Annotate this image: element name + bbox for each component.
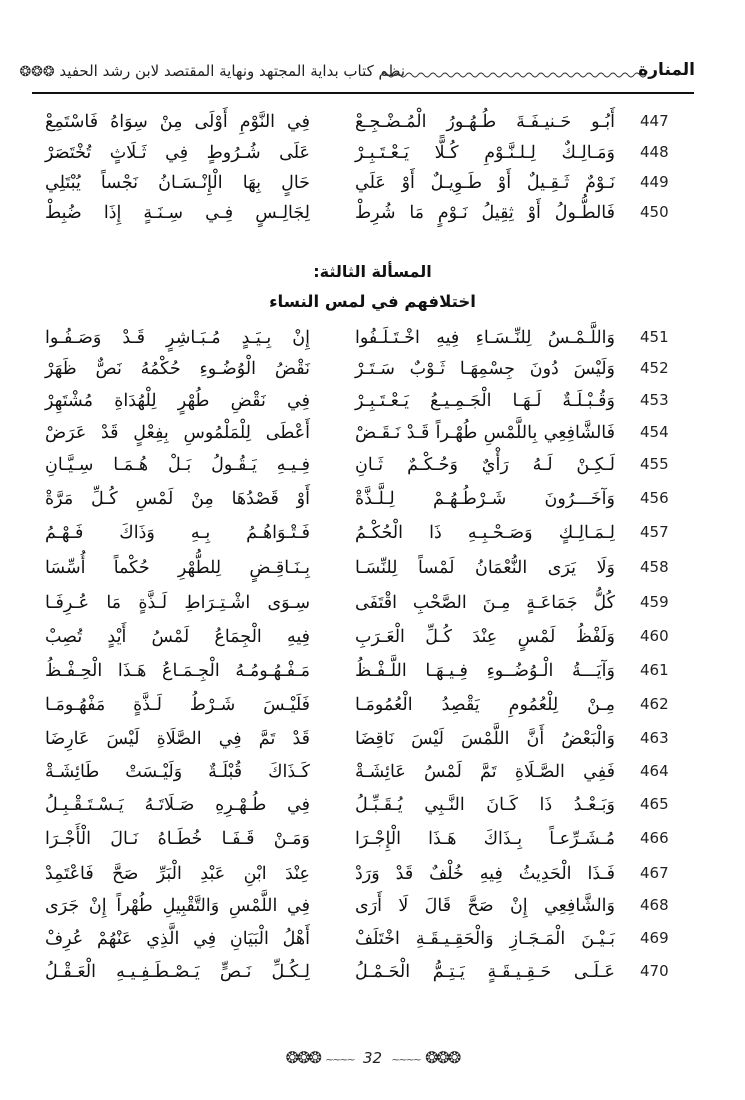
verse-number: 462 bbox=[640, 695, 669, 713]
footer-squiggle-right: ~~~~ bbox=[391, 1053, 421, 1066]
verse-first-hemistich: مُـشَـرِّعـاً بِـذَاكَ هَـذَا الْإِجْـرَا bbox=[355, 829, 615, 849]
verse-first-hemistich: وَلَفْظُ لَمْسٍ عِنْدَ كُـلِّ الْعَـرَبِ bbox=[355, 627, 615, 647]
verse-first-hemistich: وَبَـعْـدُ ذَا كَـانَ النَّـبِي يُـقَـبِّـلُ bbox=[355, 795, 615, 815]
footer-ornament-left: ❂❂❂ bbox=[285, 1048, 320, 1067]
verse-first-hemistich: كُلُّ جَمَاعَـةٍ مِـنَ الصَّحْبِ اقْتَفَى bbox=[355, 593, 615, 613]
verse-number: 447 bbox=[640, 112, 669, 130]
verse-second-hemistich: فَلَيْـسَ شَـرْطُ لَـذَّةٍ مَفْهُـومَـا bbox=[45, 695, 310, 715]
verse-second-hemistich: سِـوَى اشْـتِـرَاطِ لَـذَّةٍ مَا عُـرِفَـا bbox=[45, 593, 310, 613]
verse-second-hemistich: فِي اللَّمْسِ وَالتَّقْبِيلِ طُهْراً إِنْ جَرَى bbox=[45, 896, 310, 916]
verse-second-hemistich: لِـكُـلِّ نَـصٍّ يَـصْـطَـفِـيـهِ الْعَـقْـلُ bbox=[45, 962, 310, 982]
verse-number: 470 bbox=[640, 962, 669, 980]
verse-first-hemistich: وَآخَـــرُونَ شَـرْطُـهُـمْ لِـلَّـذَّةْ bbox=[355, 489, 615, 509]
header-rule bbox=[32, 92, 694, 94]
verse-first-hemistich: فَالطُّـولُ أَوْ ثِقِيلُ نَـوْمٍ مَا شُرِطْ bbox=[355, 203, 615, 223]
verse-first-hemistich: وَاللَّـمْـسُ لِلنِّـسَـاءِ فِيهِ اخْـتَـلَـفُوا bbox=[355, 328, 615, 348]
verse-first-hemistich: وَقُـبْـلَـةٌ لَـهَـا الْجَـمِـيـعُ يَـعْـتَـبِـرْ bbox=[355, 391, 615, 411]
header-ornament: ❂❂❂ bbox=[19, 64, 55, 80]
verse-second-hemistich: إِنْ بِـيَـدٍ مُـبَـاشِرٍ قَـدْ وَصَـفُـوا bbox=[45, 328, 310, 348]
verse-number: 450 bbox=[640, 203, 669, 221]
verse-second-hemistich: أَوْ قَصْدُهَا مِنْ لَمْسِ كُـلِّ مَرَّةْ bbox=[45, 489, 310, 509]
verse-first-hemistich: وَلَا يَرَى النُّعْمَانُ لَمْساً لِلنِّسَـا bbox=[355, 558, 615, 578]
verse-number: 468 bbox=[640, 896, 669, 914]
verse-first-hemistich: لَـكِـنْ لَـهُ رَأْيٌ وَحُـكْـمٌ ثَـانِ bbox=[355, 455, 615, 475]
verse-first-hemistich: لِـمَـالِـكٍ وَصَـحْـبِـهِ ذَا الْحُكْـمُ bbox=[355, 523, 615, 543]
verse-number: 455 bbox=[640, 455, 669, 473]
verse-first-hemistich: مِـنْ لِلْعُمُومِ يَقْصِدُ الْعُمُومَـا bbox=[355, 695, 615, 715]
header-brand: المنارة bbox=[638, 60, 695, 80]
verse-first-hemistich: وَالشَّافِعِي إِنْ صَحَّ قَالَ لَا أَرَى bbox=[355, 896, 615, 916]
verse-second-hemistich: فِيهِ الْجِمَاعُ لَمْسُ أَيْدٍ تُصِبْ bbox=[45, 627, 310, 647]
verse-first-hemistich: وَالْبَعْضُ أَنَّ اللَّمْسَ لَيْسَ نَاقِضَا bbox=[355, 729, 615, 749]
verse-second-hemistich: فِي النَّوْمِ أَوْلَى مِنْ سِوَاهُ فَاسْتَمِعْ bbox=[45, 112, 310, 132]
verse-number: 452 bbox=[640, 359, 669, 377]
verse-second-hemistich: أَهْلُ الْبَيَانِ فِي الَّذِي عَنْهُمْ عُرِفْ bbox=[45, 929, 310, 949]
header-title-text: نظم كتاب بداية المجتهد ونهاية المقتصد لابن رشد الحفيد bbox=[59, 62, 405, 80]
book-title bbox=[0, 62, 405, 80]
verse-second-hemistich: كَـذَاكَ قُبْلَـةٌ وَلَيْـسَتْ طَائِشَـةْ bbox=[45, 762, 310, 782]
verse-second-hemistich: نَقْضُ الْوُضُـوءِ حُكْمُهُ نَصٌّ ظَهَرْ bbox=[45, 359, 310, 379]
verse-second-hemistich: وَمَـنْ قَـفَـا خُطَـاهُ نَـالَ الْأَجْـرَا bbox=[45, 829, 310, 849]
verse-second-hemistich: فِـيـهِ يَـقُـولُ بَـلْ هُـمَـا سِـيَّـانِ bbox=[45, 455, 310, 475]
verse-number: 453 bbox=[640, 391, 669, 409]
verse-number: 469 bbox=[640, 929, 669, 947]
verse-first-hemistich: أَبُـو حَـنيـفَـةَ طُـهُـورُ الْمُـضْـجِـعْ bbox=[355, 112, 615, 132]
verse-number: 459 bbox=[640, 593, 669, 611]
verse-first-hemistich: فَفِي الصَّـلَاةِ تَمَّ لَمْسُ عَائِشَـةْ bbox=[355, 762, 615, 782]
verse-number: 466 bbox=[640, 829, 669, 847]
verse-second-hemistich: قَدْ تَمَّ فِي الصَّلَاةِ لَيْسَ عَارِضَا bbox=[45, 729, 310, 749]
page-number: 32 bbox=[362, 1049, 383, 1067]
verse-number: 460 bbox=[640, 627, 669, 645]
verse-first-hemistich: بَـيْـنَ الْمَـجَـازِ وَالْحَقِـيـقَـةِ اخْتَلَفْ bbox=[355, 929, 615, 949]
verse-number: 449 bbox=[640, 173, 669, 191]
verse-second-hemistich: عِنْدَ ابْنِ عَبْدِ الْبَرِّ صَحَّ فَاعْتَمِدْ bbox=[45, 864, 310, 884]
running-header bbox=[0, 56, 745, 92]
footer-squiggle-left: ~~~~ bbox=[324, 1053, 354, 1066]
verse-first-hemistich: وَلَيْسَ دُونَ جِسْمِهَـا ثَـوْبٌ سَـتَـرْ bbox=[355, 359, 615, 379]
verse-second-hemistich: فَـتْـوَاهُـمُ بِـهِ وَذَاكَ فَـهْـمُ bbox=[45, 523, 310, 543]
verse-number: 457 bbox=[640, 523, 669, 541]
verse-number: 451 bbox=[640, 328, 669, 346]
header-squiggle-divider bbox=[382, 70, 650, 80]
verse-number: 448 bbox=[640, 143, 669, 161]
verse-second-hemistich: مَـفْـهُـومُـهُ الْجِـمَـاعُ هَـذَا الْحِـفْـظُ bbox=[45, 661, 310, 681]
verse-second-hemistich: فِي طُـهْـرِهِ صَـلَاتَـهُ يَـسْـتَـقْـبِـلُ bbox=[45, 795, 310, 815]
verse-second-hemistich: أَعْطَى لِلْمَلْمُوسِ بِفِعْلٍ قَدْ عَرَضْ bbox=[45, 423, 310, 443]
verse-number: 463 bbox=[640, 729, 669, 747]
section-issue-heading: المسألة الثالثة: bbox=[313, 262, 432, 281]
verse-first-hemistich: نَـوْمٌ ثَـقِـيلٌ أَوْ طَـوِيـلٌ أَوْ عَلَي bbox=[355, 173, 615, 193]
section-topic-heading: اختلافهم في لمس النساء bbox=[269, 292, 476, 311]
verse-number: 465 bbox=[640, 795, 669, 813]
page-footer bbox=[0, 1048, 745, 1067]
verse-first-hemistich: وَمَـالِـكٌ لِـلـنَّـوْمِ كُـلًّا يَـعْـتَـبِـرْ bbox=[355, 143, 615, 163]
verse-first-hemistich: فَـذَا الْحَدِيثُ فِيهِ خُلْفٌ قَدْ وَرَدْ bbox=[355, 864, 615, 884]
footer-ornament-right: ❂❂❂ bbox=[425, 1048, 460, 1067]
verse-second-hemistich: لِجَالِـسٍ فِـي سِـنَـةٍ إِذَا ضُبِطْ bbox=[45, 203, 310, 223]
verse-number: 454 bbox=[640, 423, 669, 441]
verse-second-hemistich: عَلَى شُـرُوطٍ فِي ثَـلَاثٍ تُخْتَصَرْ bbox=[45, 143, 310, 163]
verse-second-hemistich: بِـنَـاقِـضٍ لِلطُّهْرِ حُكْماً أُسِّسَا bbox=[45, 558, 310, 578]
verse-first-hemistich: وَآيَـــةُ الْـوُضُــوءِ فِـيـهَـا اللَّـفْـظُ bbox=[355, 661, 615, 681]
verse-number: 458 bbox=[640, 558, 669, 576]
verse-first-hemistich: عَـلَـى حَـقِـيـقَـةٍ يَـتِـمُّ الْحَـمْـلُ bbox=[355, 962, 615, 982]
verse-second-hemistich: حَالٍ بِهَا الْإِنْـسَـانُ نَجْساً يُبْتَلِي bbox=[45, 173, 310, 193]
verse-number: 461 bbox=[640, 661, 669, 679]
verse-first-hemistich: فَالشَّافِعِي بِاللَّمْسِ طُهْـراً قَـدْ نَـقَـضْ bbox=[355, 423, 615, 443]
verse-number: 467 bbox=[640, 864, 669, 882]
verse-second-hemistich: فِي نَقْضِ طُهْرٍ لِلْهُدَاةِ مُشْتَهِرْ bbox=[45, 391, 310, 411]
verse-number: 464 bbox=[640, 762, 669, 780]
verse-number: 456 bbox=[640, 489, 669, 507]
